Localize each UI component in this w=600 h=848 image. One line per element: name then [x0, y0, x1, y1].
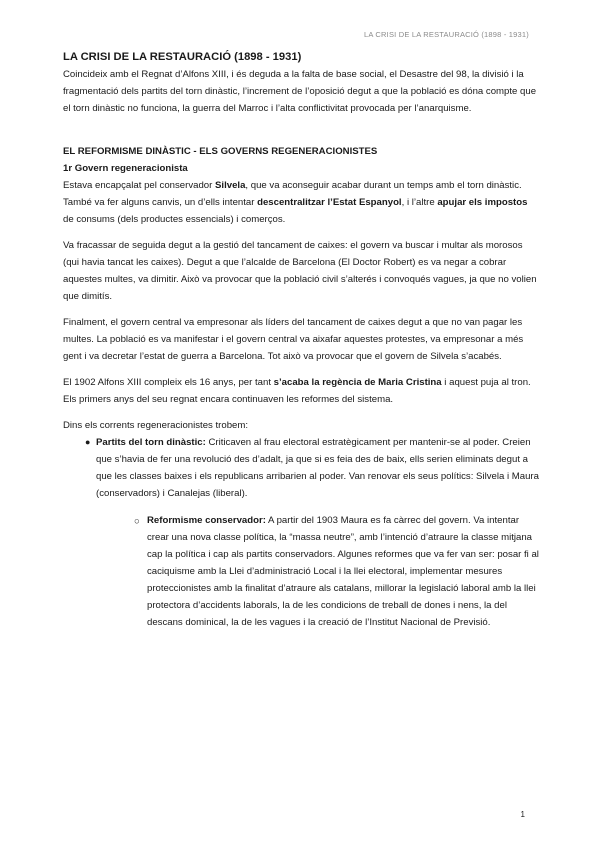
document-body	[63, 48, 539, 631]
bullet-circle-icon: ○	[134, 515, 140, 526]
paragraph-empresonament: Finalment, el govern central va empresonar als líders del tancament de caixes degut a que no van pagar les multes. La població es va manifestar i el govern central va aixafar aquestes protestes, va empresonar a més gent i va decretar l’estat de guerra a Barcelona. Tot això va provocar que el govern de Silvela s’acabés.	[63, 317, 524, 362]
paragraph-corrents: Dins els corrents regeneracionistes trobem:	[63, 420, 249, 431]
intro-paragraph: Coincideix amb el Regnat d’Alfons XIII, i és deguda a la falta de base social, el Desastre del 98, la divisió i la fragmentació dels partits del torn dinàstic, l’increment de l’oposició degut a que la població es dóna compte que el torn dinàstic no funciona, la guerra del Marroc i l’alta conflictivitat provocada per l’anarquisme.	[63, 69, 537, 114]
list-item-text: A partir del 1903 Maura es fa càrrec del govern. Va intentar crear una nova classe política, la “massa neutre”, amb l’intenció d’atraure la classe mitjana cap la política i cap als partits conservadors. Algunes reformes que va fer van ser: posar fi al caciquisme amb la Llei d’administració Local i la llei electoral, implementar mesures proteccionistes amb la finalitat d’atraure als catalans, millorar la legislació laboral amb la llei protectora d’accidents laborals, la de les condicions de treball de dones i nens, la del descans dominical, la de les vagues i la creació de l’Institut Nacional de Previsió.	[147, 515, 539, 628]
paragraph-silvela: Estava encapçalat pel conservador Silvela, que va aconseguir acabar durant un temps amb el torn dinàstic. També va fer alguns canvis, un d’ells intentar descentralitzar l’Estat Espanyol, i l’altre apujar els impostos de consums (dels productes essencials) i comerços.	[63, 180, 528, 225]
list-item-label: Reformisme conservador:	[147, 515, 266, 526]
section-title: EL REFORMISME DINÀSTIC - ELS GOVERNS REGENERACIONISTES	[63, 146, 378, 157]
page-number: 1	[520, 810, 525, 819]
list-item-text: Criticaven al frau electoral estratègicament per mantenir-se al poder. Creien que s’havia de fer una revolució des d’adalt, ja que si es feia des de baix, ells serien eliminats degut a que les classes baixes i els republicans arribarien al poder. Van renovar els seus polítics: Silvela i Maura (conservadors) i Canalejas (liberal).	[96, 437, 539, 499]
running-header: LA CRISI DE LA RESTAURACIÓ (1898 - 1931)	[363, 30, 529, 39]
document-title: LA CRISI DE LA RESTAURACIÓ (1898 - 1931)	[63, 51, 302, 63]
subsection-title: 1r Govern regeneracionista	[63, 163, 188, 174]
list-item	[136, 512, 539, 631]
list-item	[85, 434, 539, 502]
paragraph-alfons-xiii: El 1902 Alfons XIII compleix els 16 anys, per tant s’acaba la regència de Maria Cristina i aquest puja al tron. Els primers anys del seu regnat encara continuaven les reformes del sistema.	[63, 377, 531, 405]
bullet-disc-icon: ●	[85, 437, 91, 447]
list-item-label: Partits del torn dinàstic:	[96, 437, 206, 448]
paragraph-tancament-caixes: Va fracassar de seguida degut a la gestió del tancament de caixes: el govern va buscar i multar als morosos (qui havia tancat les caixes). Degut a que l’alcalde de Barcelona (El Doctor Robert) es va negar a cobrar aquestes multes, va dimitir. Això va provocar que la població civil s’alterés i convoqués vagues, ja que no volien que dimitís.	[63, 240, 537, 302]
